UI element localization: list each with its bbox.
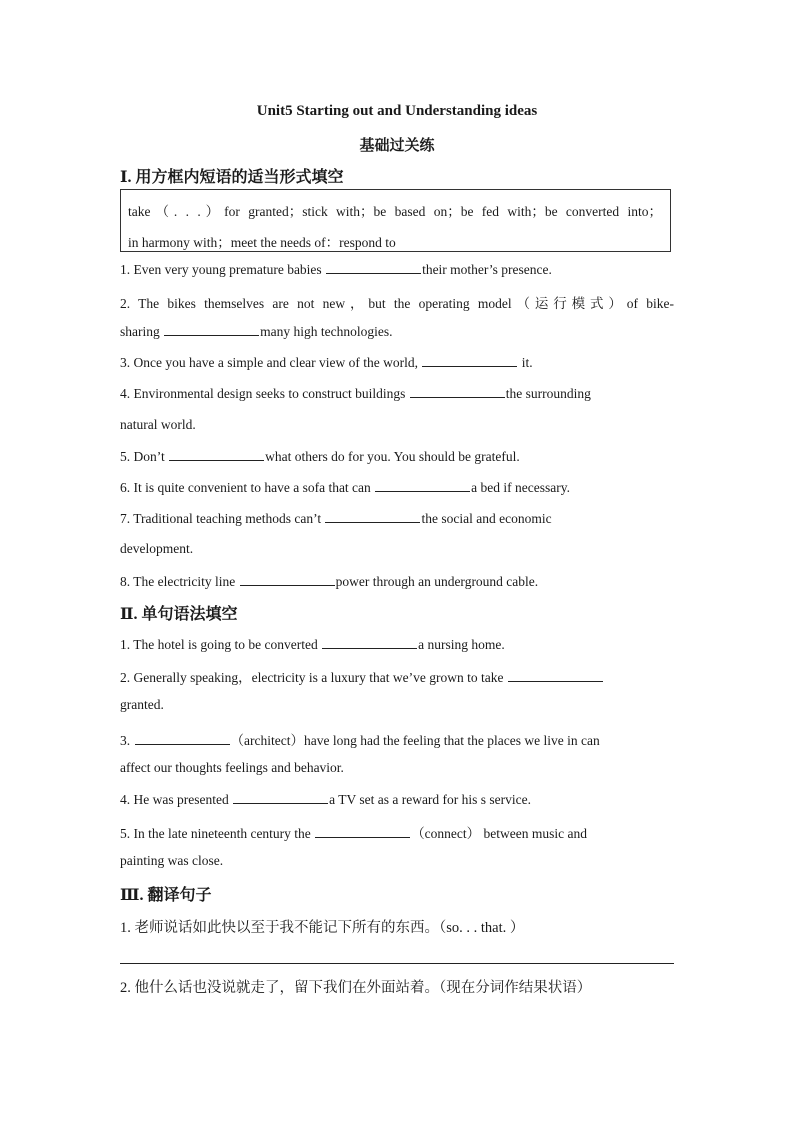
s2-question-3-line-1: 3. （architect）have long had the feeling that the places we live in can: [120, 733, 600, 748]
s1-question-2-line-2: sharing many high technologies.: [120, 324, 393, 339]
s2-question-1: 1. The hotel is going to be converted a nursing home.: [120, 637, 505, 652]
answer-blank[interactable]: [410, 385, 505, 398]
answer-blank[interactable]: [135, 732, 230, 745]
s2-question-5-line-2: painting was close.: [120, 853, 224, 868]
phrase-box: [120, 189, 671, 252]
answer-blank[interactable]: [322, 636, 417, 649]
s1-question-2-line-1: 2. The bikes themselves are not new，but the operating model（运行模式）of bike-: [120, 296, 674, 311]
s1-question-1: 1. Even very young premature babies their mother’s presence.: [120, 262, 552, 277]
page-subtitle: 基础过关练: [359, 138, 435, 154]
s2-question-2-line-1: 2. Generally speaking，electricity is a luxury that we’ve grown to take: [120, 666, 674, 686]
s2-question-2-line-2: granted.: [120, 697, 164, 712]
answer-blank[interactable]: [326, 261, 421, 274]
answer-blank[interactable]: [375, 479, 470, 492]
s1-question-5: 5. Don’t what others do for you. You should be grateful.: [120, 449, 520, 464]
phrase-box-line-1: take（. . .）for granted；stick with；be based on；be fed with；be converted into；: [128, 204, 662, 219]
answer-blank[interactable]: [240, 573, 335, 586]
s1-question-4-line-2: natural world.: [120, 417, 196, 432]
s1-question-4-line-1: 4. Environmental design seeks to construct buildings the surrounding: [120, 386, 591, 401]
answer-blank[interactable]: [422, 354, 517, 367]
answer-blank[interactable]: [508, 669, 603, 682]
s1-question-7-line-1: 7. Traditional teaching methods can’t the social and economic: [120, 511, 552, 526]
s2-question-4: 4. He was presented a TV set as a reward for his s service.: [120, 792, 532, 807]
s1-question-6: 6. It is quite convenient to have a sofa that can a bed if necessary.: [120, 480, 570, 495]
page-title: Unit5 Starting out and Understanding ideas: [256, 103, 538, 119]
s1-question-3: 3. Once you have a simple and clear view of the world, it.: [120, 355, 533, 370]
s3-question-1: 1. 老师说话如此快以至于我不能记下所有的东西。（so. . . that. ）: [120, 920, 525, 936]
answer-blank[interactable]: [325, 510, 420, 523]
s1-question-7-line-2: development.: [120, 541, 194, 556]
section-2-heading: Ⅱ. 单句语法填空: [120, 606, 238, 623]
answer-blank[interactable]: [315, 825, 410, 838]
s1-question-8: 8. The electricity line power through an underground cable.: [120, 574, 539, 589]
answer-blank[interactable]: [169, 448, 264, 461]
s2-question-3-line-2: affect our thoughts feelings and behavior.: [120, 760, 344, 775]
answer-blank[interactable]: [233, 791, 328, 804]
s3-question-2: 2. 他什么话也没说就走了，留下我们在外面站着。（现在分词作结果状语）: [120, 980, 592, 996]
section-1-heading: Ⅰ. 用方框内短语的适当形式填空: [120, 169, 344, 186]
answer-line[interactable]: [120, 963, 674, 964]
answer-blank[interactable]: [164, 323, 259, 336]
phrase-box-line-2: in harmony with；meet the needs of：respond to: [128, 235, 396, 250]
section-3-heading: Ⅲ. 翻译句子: [120, 887, 212, 904]
s2-question-5-line-1: 5. In the late nineteenth century the （connect） between music and: [120, 826, 588, 841]
